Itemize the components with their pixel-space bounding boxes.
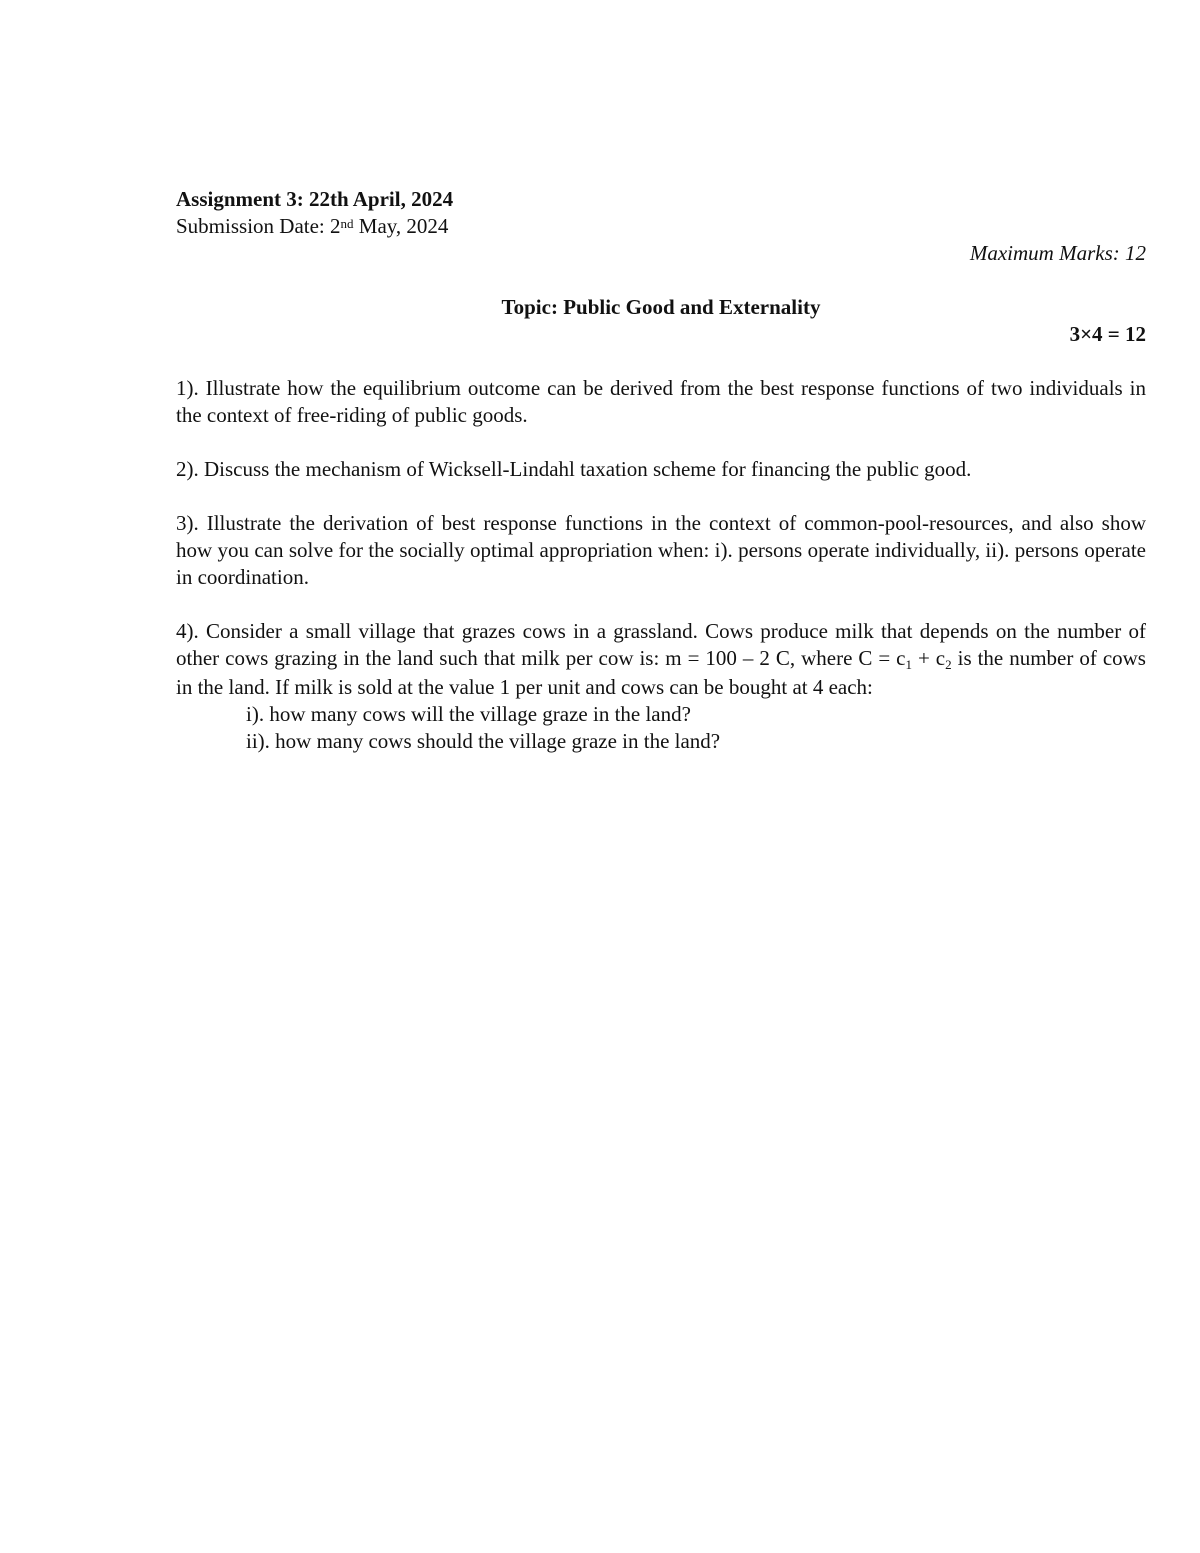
document-page: [176, 186, 1146, 755]
submission-superscript: nd: [340, 216, 354, 231]
submission-date: [176, 213, 1146, 240]
submission-prefix: Submission Date: 2: [176, 214, 341, 238]
question-4: [176, 618, 1146, 701]
question-4-subquestion-i: i). how many cows will the village graze in the land?: [246, 702, 691, 726]
submission-suffix: May, 2024: [353, 214, 449, 238]
question-4-subquestion-ii: ii). how many cows should the village graze in the land?: [246, 729, 721, 753]
question-4-text-c: is the number of cows in the land. If milk is sold at the value 1 per unit and cows can be bought at 4 each:: [176, 646, 1146, 699]
assignment-title: Assignment 3: 22th April, 2024: [176, 187, 454, 211]
question-2: 2). Discuss the mechanism of Wicksell-Lindahl taxation scheme for financing the public good.: [176, 457, 972, 481]
question-4-text-b: + c: [912, 646, 946, 670]
question-4-text-a: 4). Consider a small village that grazes cows in a grassland. Cows produce milk that depends on the number of other cows grazing in the land such that milk per cow is: m = 100 – 2 C, where C = c: [176, 619, 1146, 670]
topic-heading: Topic: Public Good and Externality: [501, 295, 821, 319]
subscript-1: 1: [905, 657, 912, 672]
maximum-marks: Maximum Marks: 12: [969, 241, 1146, 265]
subscript-2: 2: [945, 657, 952, 672]
marks-breakdown: 3×4 = 12: [1069, 322, 1146, 346]
question-3: 3). Illustrate the derivation of best response functions in the context of common-pool-resources, and also show how you can solve for the socially optimal appropriation when: i). persons operate individually, ii). persons operate in coordination.: [176, 511, 1146, 589]
question-1: 1). Illustrate how the equilibrium outcome can be derived from the best response functions of two individuals in the context of free-riding of public goods.: [176, 376, 1146, 427]
